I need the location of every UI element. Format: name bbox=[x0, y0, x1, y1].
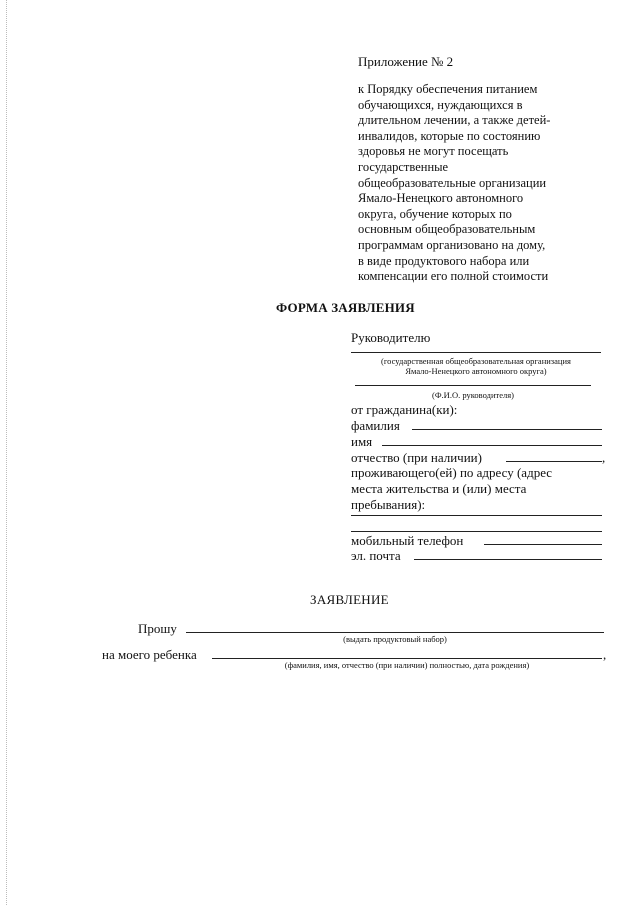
child-comma: , bbox=[603, 647, 607, 662]
addressee-label: Руководителю bbox=[351, 330, 431, 345]
patronymic-comma: , bbox=[602, 450, 606, 465]
annex-line: длительном лечении, а также детей- bbox=[358, 113, 551, 128]
annex-text bbox=[358, 82, 550, 285]
annex-line: к Порядку обеспечения питанием bbox=[358, 82, 538, 96]
name-label: имя bbox=[351, 434, 373, 449]
child-hint: (фамилия, имя, отчество (при наличии) полностью, дата рождения) bbox=[284, 660, 530, 670]
patronymic-field[interactable] bbox=[506, 461, 602, 462]
address-label-1: проживающего(ей) по адресу (адрес bbox=[351, 465, 553, 480]
request-label: Прошу bbox=[138, 621, 177, 636]
address-field-2[interactable] bbox=[351, 531, 602, 532]
child-field[interactable] bbox=[212, 658, 602, 659]
surname-label: фамилия bbox=[351, 418, 400, 433]
scan-edge bbox=[6, 0, 7, 905]
request-hint: (выдать продуктовый набор) bbox=[343, 634, 447, 644]
annex-title: Приложение № 2 bbox=[358, 54, 454, 69]
request-field[interactable] bbox=[186, 632, 604, 633]
phone-label: мобильный телефон bbox=[351, 533, 464, 548]
director-hint: (Ф.И.О. руководителя) bbox=[432, 390, 514, 400]
annex-line: общеобразовательные организации bbox=[358, 175, 547, 190]
annex-line: обучающихся, нуждающихся в bbox=[358, 97, 523, 112]
address-label-2: места жительства и (или) места bbox=[351, 481, 527, 496]
director-name-field[interactable] bbox=[355, 385, 591, 386]
address-field-1[interactable] bbox=[351, 515, 602, 516]
org-name-field[interactable] bbox=[351, 352, 601, 353]
phone-field[interactable] bbox=[484, 544, 602, 545]
annex-line: в виде продуктового набора или bbox=[358, 253, 530, 268]
email-field[interactable] bbox=[414, 559, 602, 560]
org-hint-1: (государственная общеобразовательная организация bbox=[381, 356, 571, 366]
org-hint-2: Ямало-Ненецкого автономного округа) bbox=[405, 366, 547, 376]
from-label: от гражданина(ки): bbox=[351, 402, 458, 417]
address-label-3: пребывания): bbox=[351, 497, 426, 512]
annex-line: компенсации его полной стоимости bbox=[358, 269, 549, 284]
annex-line: программам организовано на дому, bbox=[358, 237, 546, 252]
annex-line: округа, обучение которых по bbox=[358, 206, 512, 221]
surname-field[interactable] bbox=[412, 429, 602, 430]
form-title: ФОРМА ЗАЯВЛЕНИЯ bbox=[276, 300, 415, 315]
annex-line: Ямало-Ненецкого автономного bbox=[358, 191, 524, 206]
child-label: на моего ребенка bbox=[102, 647, 197, 662]
annex-line: инвалидов, которые по состоянию bbox=[358, 128, 541, 143]
statement-title: ЗАЯВЛЕНИЕ bbox=[310, 592, 389, 607]
annex-line: государственные bbox=[358, 159, 449, 174]
annex-line: основным общеобразовательным bbox=[358, 222, 536, 237]
annex-line: здоровья не могут посещать bbox=[358, 144, 509, 159]
email-label: эл. почта bbox=[351, 548, 401, 563]
name-field[interactable] bbox=[382, 445, 602, 446]
patronymic-label: отчество (при наличии) bbox=[351, 450, 482, 465]
